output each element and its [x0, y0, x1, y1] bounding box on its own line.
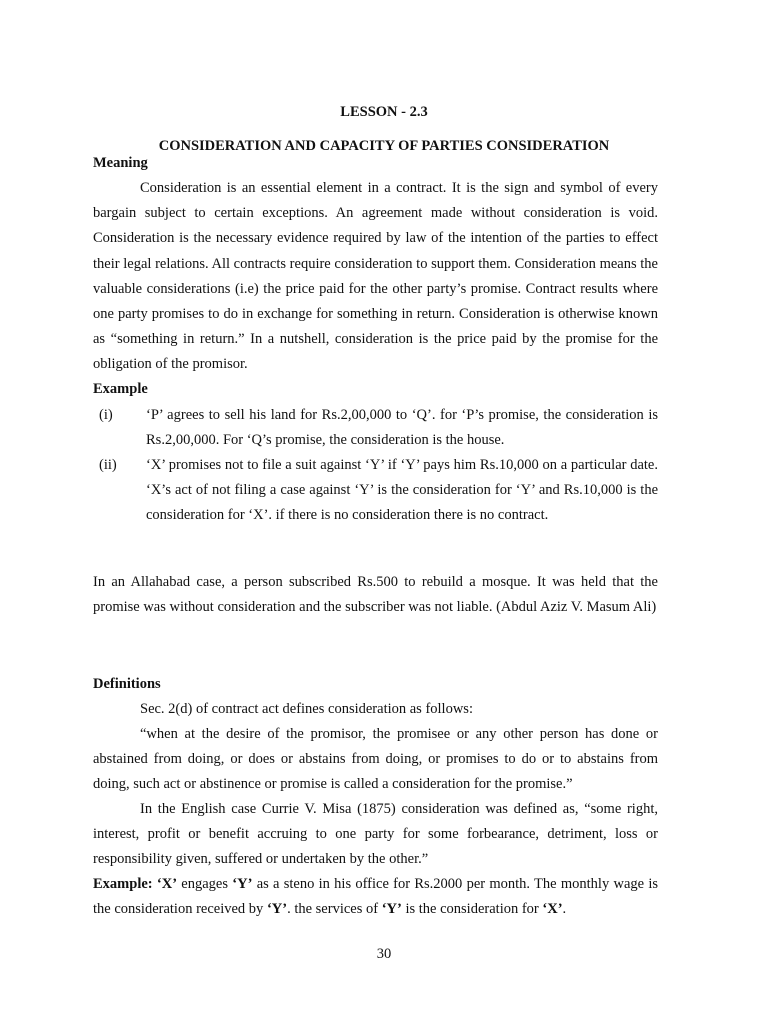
meaning-heading: Meaning [93, 155, 148, 171]
example-text: . the services of [287, 901, 382, 918]
example-text: as a steno in his office for Rs.2000 per month. The monthly wage is the consideration received by [93, 876, 659, 918]
page-number: 30 [376, 946, 392, 962]
meaning-paragraph: Consideration is an essential element in a contract. It is the sign and symbol of every bargain subject to certain exceptions. An agreement made without consideration is void. Consideration is the necessary evidence required by law of the intention of the parties to effect their legal relations. All contracts require consideration to support them. Consideration means the valuable considerations (i.e) the price paid for the other party’s promise. Contract results where one party promises to do in exchange for something in return. Consideration is otherwise known as “something in return.” In a nutshell, consideration is the price paid by the promise for the obligation of the promisor. [93, 180, 658, 373]
party-y: ‘Y’ [381, 901, 402, 918]
example-item [93, 403, 658, 453]
final-example-paragraph [93, 872, 658, 922]
example-text: . [562, 901, 567, 918]
party-y: ‘Y’ [232, 876, 253, 892]
example-item-text: ‘X’ promises not to file a suit against ‘Y’ if ‘Y’ pays him Rs.10,000 on a particular date. ‘X’s act of not filing a case against ‘Y’ is the consideration for ‘Y’ and Rs.10,000 is the consideration for ‘X’. if there is no consideration there is no contract. [146, 457, 658, 524]
party-x: ‘X’ [156, 876, 178, 892]
example-item-text: ‘P’ agrees to sell his land for Rs.2,00,000 to ‘Q’. for ‘P’s promise, the consideration is Rs.2,00,000. For ‘Q’s promise, the consideration is the house. [146, 407, 658, 449]
example-item [93, 453, 658, 529]
party-y: ‘Y’ [266, 901, 288, 918]
allahabad-case-paragraph: In an Allahabad case, a person subscribed Rs.500 to rebuild a mosque. It was held that the promise was without consideration and the subscriber was not liable. (Abdul Aziz V. Masum Ali) [93, 574, 658, 616]
example-text: engages [177, 876, 233, 892]
example-text: is the consideration for [401, 901, 543, 918]
definition-quote: “when at the desire of the promisor, the promisee or any other person has done or abstained from doing, or does or abstains from doing, or promises to do or to abstains from doing, such act or abstinence or promise is called a consideration for the promise.” [93, 726, 658, 793]
example-item-number: (i) [99, 407, 113, 423]
example-heading: Example [93, 381, 148, 397]
final-example-label: Example: [93, 876, 153, 892]
example-item-number: (ii) [99, 457, 117, 473]
definitions-intro: Sec. 2(d) of contract act defines consideration as follows: [140, 701, 473, 717]
party-x: ‘X’ [542, 901, 563, 918]
definitions-heading: Definitions [93, 676, 161, 692]
english-case-paragraph: In the English case Currie V. Misa (1875) consideration was defined as, “some right, interest, profit or benefit accruing to one party for some forbearance, detriment, loss or responsibility given, suffered or undertaken by the other.” [93, 801, 658, 868]
lesson-title: LESSON - 2.3 [340, 104, 428, 120]
chapter-title: CONSIDERATION AND CAPACITY OF PARTIES CONSIDERATION [158, 138, 610, 154]
